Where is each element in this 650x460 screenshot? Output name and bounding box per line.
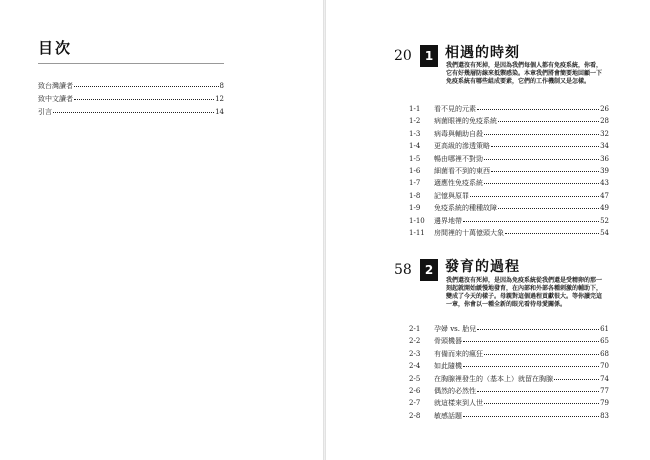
toc-section-1-4[interactable] bbox=[409, 141, 609, 150]
entry-label: 致台灣讀者 bbox=[38, 82, 73, 90]
section-code: 1-11 bbox=[409, 229, 425, 237]
entry-label: 引言 bbox=[38, 108, 52, 116]
dot-leader bbox=[477, 329, 599, 330]
section-page: 39 bbox=[600, 167, 609, 175]
dot-leader bbox=[463, 221, 599, 222]
toc-section-1-3[interactable] bbox=[409, 129, 609, 138]
section-code: 1-1 bbox=[409, 105, 421, 113]
section-page: 65 bbox=[600, 337, 609, 346]
chapter-1-badge-number: 1 bbox=[424, 49, 434, 63]
section-title: 房間裡的十萬億頭大象 bbox=[434, 229, 504, 237]
entry-page: 8 bbox=[219, 82, 224, 90]
entry-label: 致中文讀者 bbox=[38, 95, 73, 103]
section-page: 61 bbox=[600, 325, 609, 333]
section-page: 83 bbox=[600, 411, 609, 420]
toc-entry-preface-taiwan[interactable] bbox=[38, 82, 224, 90]
dot-leader bbox=[491, 171, 599, 172]
section-code: 1-4 bbox=[409, 142, 421, 151]
toc-section-2-1[interactable] bbox=[409, 324, 609, 333]
toc-section-1-10[interactable] bbox=[409, 216, 609, 225]
section-title: 邊界地帶 bbox=[434, 216, 462, 225]
section-code: 2-6 bbox=[409, 387, 421, 395]
section-page: 43 bbox=[600, 179, 609, 188]
left-page bbox=[0, 0, 324, 460]
section-page: 70 bbox=[600, 362, 609, 371]
section-page: 34 bbox=[600, 142, 609, 151]
toc-section-2-6[interactable] bbox=[409, 386, 609, 395]
dot-leader bbox=[463, 341, 599, 342]
section-code: 2-2 bbox=[409, 337, 421, 346]
section-code: 1-3 bbox=[409, 129, 421, 138]
toc-section-1-8[interactable] bbox=[409, 191, 609, 200]
toc-section-1-7[interactable] bbox=[409, 178, 609, 187]
section-page: 74 bbox=[600, 374, 609, 383]
toc-entry-introduction[interactable] bbox=[38, 108, 224, 116]
toc-section-2-3[interactable] bbox=[409, 349, 609, 358]
toc-entry-preface-chinese[interactable] bbox=[38, 95, 224, 103]
dot-leader bbox=[477, 109, 599, 110]
section-code: 2-3 bbox=[409, 349, 421, 358]
dot-leader bbox=[505, 233, 599, 234]
toc-section-1-11[interactable] bbox=[409, 228, 609, 237]
section-code: 2-1 bbox=[409, 325, 421, 333]
toc-section-1-9[interactable] bbox=[409, 203, 609, 212]
toc-section-1-5[interactable] bbox=[409, 154, 609, 163]
section-title: 病菌眼裡的免疫系統 bbox=[434, 117, 497, 126]
section-title: 敏感話題 bbox=[434, 411, 462, 420]
section-page: 47 bbox=[600, 191, 609, 200]
dot-leader bbox=[484, 354, 599, 355]
section-code: 2-5 bbox=[409, 374, 421, 383]
toc-section-1-1[interactable] bbox=[409, 104, 609, 113]
front-matter-list bbox=[38, 82, 224, 121]
section-page: 68 bbox=[600, 349, 609, 358]
entry-page: 14 bbox=[215, 108, 224, 116]
dot-leader bbox=[470, 196, 599, 197]
dot-leader bbox=[554, 379, 599, 380]
dot-leader bbox=[484, 159, 599, 160]
section-page: 79 bbox=[600, 399, 609, 408]
chapter-1-title[interactable]: 相遇的時刻 bbox=[445, 45, 520, 61]
dot-leader bbox=[498, 208, 599, 209]
toc-section-2-4[interactable] bbox=[409, 361, 609, 370]
section-title: 就這樣來到人世 bbox=[434, 399, 483, 408]
section-title: 暢由哪裡不對勁 bbox=[434, 154, 483, 163]
toc-section-2-2[interactable] bbox=[409, 336, 609, 345]
section-title: 孕婦 vs. 胎兒 bbox=[434, 325, 477, 333]
dot-leader bbox=[74, 86, 219, 87]
title-divider bbox=[38, 63, 224, 64]
section-code: 2-4 bbox=[409, 362, 421, 371]
section-code: 1-9 bbox=[409, 204, 421, 213]
section-code: 2-8 bbox=[409, 411, 421, 420]
chapter-2-title[interactable]: 發育的過程 bbox=[445, 259, 520, 275]
chapter-1-start-page: 20 bbox=[394, 48, 412, 64]
dot-leader bbox=[53, 112, 214, 113]
toc-section-1-2[interactable] bbox=[409, 116, 609, 125]
section-title: 在胸腺裡發生的（基本上）就留在胸腺 bbox=[434, 374, 553, 383]
section-title: 細菌看不到的東西 bbox=[434, 167, 490, 175]
dot-leader bbox=[74, 99, 214, 100]
section-code: 1-10 bbox=[409, 216, 425, 225]
section-page: 26 bbox=[600, 105, 609, 113]
dot-leader bbox=[463, 416, 599, 417]
section-title: 免疫系統的種種故障 bbox=[434, 204, 497, 213]
section-code: 1-6 bbox=[409, 167, 421, 175]
section-title: 適應性免疫系統 bbox=[434, 179, 483, 188]
chapter-2-description: 我們還沒有死掉，是因為免疫系統從我們還是受精卵的那一刻起就開始緩慢地發育，在內部和外部各種刺激的輔助下，變成了今天的樣子。母親對這個過程貢獻很大。等你讀完這一章，你會以一種全新的眼光看待母愛關係。 bbox=[446, 277, 603, 308]
section-title: 記憶與原罪 bbox=[434, 191, 469, 200]
section-page: 32 bbox=[600, 129, 609, 138]
section-code: 1-2 bbox=[409, 117, 421, 126]
section-page: 36 bbox=[600, 154, 609, 163]
chapter-2-start-page: 58 bbox=[394, 262, 412, 278]
dot-leader bbox=[477, 391, 599, 392]
chapter-1-badge bbox=[420, 45, 438, 67]
section-title: 病毒與輔助自殺 bbox=[434, 129, 483, 138]
section-title: 偶然的必然性 bbox=[434, 387, 476, 395]
section-page: 28 bbox=[600, 117, 609, 126]
section-code: 1-5 bbox=[409, 154, 421, 163]
dot-leader bbox=[484, 183, 599, 184]
section-code: 1-7 bbox=[409, 179, 421, 188]
dot-leader bbox=[484, 403, 599, 404]
section-page: 54 bbox=[600, 229, 609, 237]
entry-page: 12 bbox=[215, 95, 224, 103]
section-title: 如此隨機 bbox=[434, 362, 462, 371]
toc-section-2-8[interactable] bbox=[409, 411, 609, 420]
section-page: 49 bbox=[600, 204, 609, 213]
dot-leader bbox=[498, 121, 599, 122]
section-title: 更高級的滲透策略 bbox=[434, 142, 490, 151]
chapter-2-badge-number: 2 bbox=[424, 263, 434, 277]
toc-title: 目次 bbox=[38, 39, 73, 57]
dot-leader bbox=[491, 146, 599, 147]
toc-section-2-7[interactable] bbox=[409, 398, 609, 407]
chapter-1-description: 我們還沒有死掉，是因為我們每個人都有免疫系統，你看，它有好幾層防線來抵禦感染。本章我們將會簡要地回顧一下免疫系統有哪些組成要素，它們的工作機制又是怎樣。 bbox=[446, 62, 603, 85]
section-title: 有備而來的瘋狂 bbox=[434, 349, 483, 358]
section-title: 看不見的元素 bbox=[434, 105, 476, 113]
toc-section-1-6[interactable] bbox=[409, 166, 609, 175]
dot-leader bbox=[463, 366, 599, 367]
section-code: 1-8 bbox=[409, 191, 421, 200]
section-page: 77 bbox=[600, 387, 609, 395]
right-page bbox=[326, 0, 650, 460]
section-page: 52 bbox=[600, 216, 609, 225]
toc-section-2-5[interactable] bbox=[409, 374, 609, 383]
section-title: 骨頭機器 bbox=[434, 337, 462, 346]
dot-leader bbox=[484, 134, 599, 135]
section-code: 2-7 bbox=[409, 399, 421, 408]
chapter-2-badge bbox=[420, 259, 438, 281]
